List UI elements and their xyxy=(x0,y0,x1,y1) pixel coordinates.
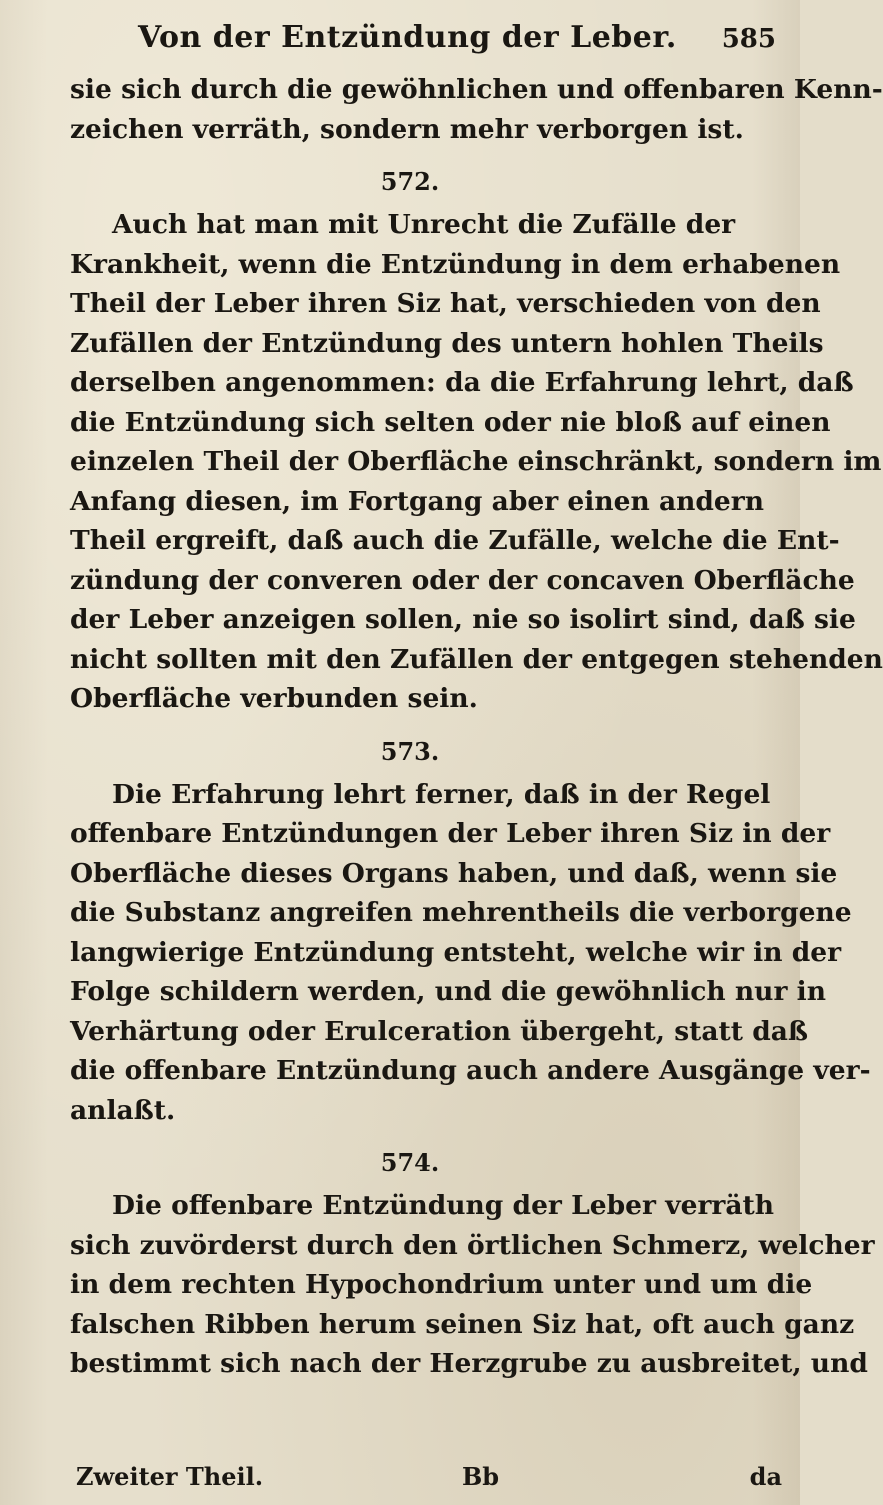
page-footer xyxy=(70,1462,790,1496)
text-line: bestimmt sich nach der Herzgrube zu ausbreitet, und xyxy=(70,1348,868,1379)
section-number-572: 572. xyxy=(380,167,440,196)
page-number: 585 xyxy=(721,24,776,54)
text-line: Zufällen der Entzündung des untern hohlen Theils xyxy=(70,327,824,359)
text-line: einzelen Theil der Oberfläche einschränkt, sondern im xyxy=(70,446,882,477)
text-line: Folge schildern werden, und die gewöhnlich nur in xyxy=(70,976,826,1007)
text-line: sich zuvörderst durch den örtlichen Schmerz, welcher xyxy=(70,1229,875,1261)
text-line: derselben angenommen: da die Erfahrung lehrt, daß xyxy=(70,367,854,398)
section-574-paragraph xyxy=(70,1186,875,1384)
text-line: anlaßt. xyxy=(70,1094,176,1126)
text-line: in dem rechten Hypochondrium unter und um die xyxy=(70,1269,813,1300)
text-line: zeichen verräth, sondern mehr verborgen ist. xyxy=(70,113,744,145)
text-line: Theil der Leber ihren Siz hat, verschieden von den xyxy=(70,288,821,319)
text-line: Auch hat man mit Unrecht die Zufälle der xyxy=(112,209,736,240)
volume-note: Zweiter Theil. xyxy=(76,1462,264,1491)
text-line: offenbare Entzündungen der Leber ihren Siz in der xyxy=(70,818,831,849)
text-block xyxy=(70,70,883,1384)
section-573-paragraph xyxy=(70,775,871,1131)
text-line: Oberfläche dieses Organs haben, und daß, wenn sie xyxy=(70,857,838,889)
text-line: die Entzündung sich selten oder nie bloß auf einen xyxy=(70,406,831,438)
intro-paragraph xyxy=(70,70,883,149)
section-number-574: 574. xyxy=(380,1148,440,1177)
text-line: Theil ergreift, daß auch die Zufälle, welche die Ent- xyxy=(70,525,840,556)
catchword: da xyxy=(749,1462,782,1491)
section-number-573: 573. xyxy=(380,736,440,766)
text-line: die offenbare Entzündung auch andere Ausgänge ver- xyxy=(70,1055,871,1086)
text-line: zündung der converen oder der concaven Oberfläche xyxy=(70,564,855,596)
signature-mark: Bb xyxy=(462,1462,500,1491)
text-line: langwierige Entzündung entsteht, welche wir in der xyxy=(70,936,842,968)
text-line: falschen Ribben herum seinen Siz hat, oft auch ganz xyxy=(70,1308,855,1340)
section-572-paragraph xyxy=(70,205,883,719)
text-line: Anfang diesen, im Fortgang aber einen andern xyxy=(70,485,765,517)
text-line: Die Erfahrung lehrt ferner, daß in der Regel xyxy=(112,778,771,810)
text-line: Oberfläche verbunden sein. xyxy=(70,683,478,714)
text-line: die Substanz angreifen mehrentheils die verborgene xyxy=(70,897,852,928)
text-line: Die offenbare Entzündung der Leber verräth xyxy=(112,1190,775,1221)
text-line: Krankheit, wenn die Entzündung in dem erhabenen xyxy=(70,248,841,280)
text-line: nicht sollten mit den Zufällen der entgegen stehenden xyxy=(70,643,883,675)
running-title: Von der Entzündung der Leber. xyxy=(138,20,677,55)
text-line: der Leber anzeigen sollen, nie so isolirt sind, daß sie xyxy=(70,604,856,635)
text-line: Verhärtung oder Erulceration übergeht, statt daß xyxy=(70,1015,809,1047)
text-line: sie sich durch die gewöhnlichen und offenbaren Kenn- xyxy=(70,74,883,105)
page-header xyxy=(72,20,784,64)
